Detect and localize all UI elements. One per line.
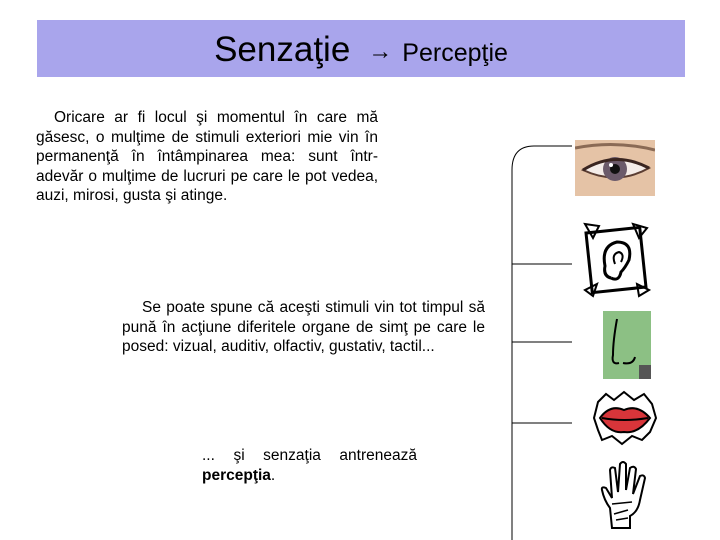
organs-paragraph: Se poate spune că aceşti stimuli vin tot timpul să pună în acţiune diferitele organe de simţ pe care le posed: vizual, auditiv, olfactiv, gustativ, tactil...	[122, 299, 485, 355]
ear-icon	[581, 220, 651, 298]
conclusion-text: ... şi senzaţia antrenează	[202, 447, 417, 464]
eye-icon	[575, 140, 655, 196]
title-sub: Percepţie	[402, 39, 508, 67]
conclusion-bold: percepţia	[202, 466, 271, 484]
conclusion-end: .	[270, 466, 276, 484]
lips-icon	[592, 390, 658, 446]
intro-paragraph: Oricare ar fi locul şi momentul în care mă găsesc, o mulţime de stimuli exteriori mie vin în permanenţă în întâmpinarea mea: sunt într-adevăr o mulţime de lucruri pe care le pot vedea, auzi, mirosi, gusta şi atinge.	[36, 109, 378, 204]
nose-icon	[603, 311, 651, 379]
arrow-icon: →	[368, 38, 393, 65]
title-main: Senzaţie	[214, 30, 351, 69]
hand-icon	[598, 460, 654, 530]
